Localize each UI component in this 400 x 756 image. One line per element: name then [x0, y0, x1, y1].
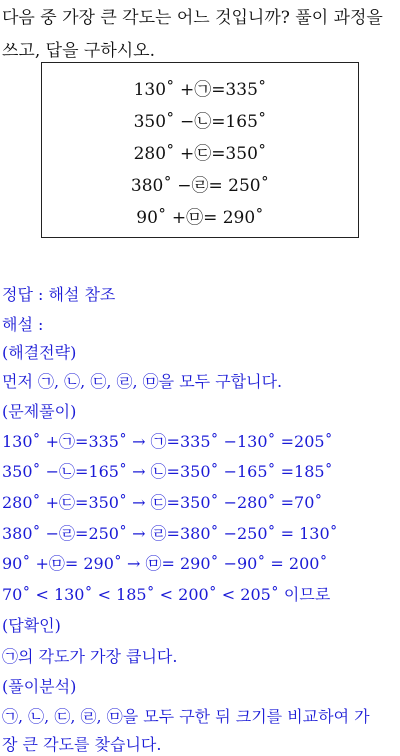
question-text [2, 2, 398, 68]
question-line-1: 다음 중 가장 큰 각도는 어느 것입니까? 풀이 과정을 [2, 8, 383, 28]
check-heading: (답확인) [2, 616, 61, 635]
analysis-text-2: 장 큰 각도를 찾습니다. [2, 735, 162, 754]
comparison-line: 70˚ < 130˚ < 185˚ < 200˚ < 205˚ 이므로 [2, 585, 331, 604]
equation-box [41, 62, 359, 238]
solving-step-5: 90˚ +㉤= 290˚ → ㉤= 290˚ −90˚ = 200˚ [2, 554, 328, 573]
explanation-label: 해설 : [2, 315, 44, 334]
check-text: ㉠의 각도가 가장 큽니다. [2, 647, 178, 666]
analysis-heading: (풀이분석) [2, 677, 77, 696]
box-equation-1: 130˚ +㉠=335˚ [133, 80, 267, 100]
answer-line: 정답 : 해설 참조 [2, 285, 116, 304]
solving-heading: (문제풀이) [2, 402, 77, 421]
strategy-text: 먼저 ㉠, ㉡, ㉢, ㉣, ㉤을 모두 구합니다. [2, 372, 283, 391]
solving-step-2: 350˚ −㉡=165˚ → ㉡=350˚ −165˚ =185˚ [2, 462, 333, 481]
strategy-heading: (해결전략) [2, 343, 77, 362]
solving-step-1: 130˚ +㉠=335˚ → ㉠=335˚ −130˚ =205˚ [2, 432, 333, 451]
box-equation-4: 380˚ −㉣= 250˚ [130, 176, 270, 196]
box-equation-3: 280˚ +㉢=350˚ [133, 144, 267, 164]
question-line-2: 쓰고, 답을 구하시오. [2, 41, 155, 61]
solving-step-3: 280˚ +㉢=350˚ → ㉢=350˚ −280˚ =70˚ [2, 493, 323, 512]
box-equation-2: 350˚ −㉡=165˚ [133, 112, 267, 132]
solving-step-4: 380˚ −㉣=250˚ → ㉣=380˚ −250˚ = 130˚ [2, 524, 338, 543]
box-equation-5: 90˚ +㉤= 290˚ [136, 208, 264, 228]
analysis-text-1: ㉠, ㉡, ㉢, ㉣, ㉤을 모두 구한 뒤 크기를 비교하여 가 [2, 707, 370, 726]
